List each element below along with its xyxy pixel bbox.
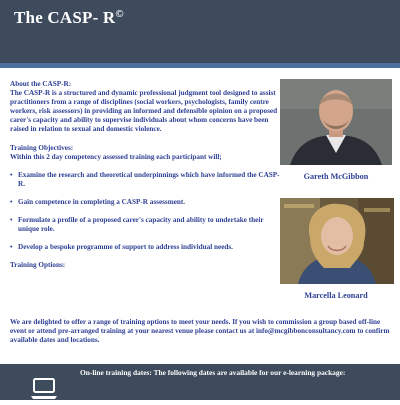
objectives-intro: Within this 2 day competency assessed training each participant will; [10, 152, 222, 161]
list-item: • Develop a bespoke programme of support to address individual needs. [10, 243, 280, 252]
caption-marcella: Marcella Leonard [304, 291, 368, 300]
objectives-heading: Training Objectives: [10, 143, 74, 152]
options-body: We are delighted to offer a range of training options to meet your needs. If you wish to commission a group based off-line event or attend pre-arranged training at your nearest venue please contact us at info@mcgibbonconsultancy.com to confirm available dates and locations. [10, 318, 390, 345]
options-section [10, 318, 392, 345]
main-content [10, 80, 280, 270]
objectives-list [10, 171, 280, 253]
title-text: The CASP- R [14, 8, 116, 27]
list-item: • Examine the research and theoretical underpinnings which have informed the CASP-R. [10, 171, 280, 189]
about-body: The CASP-R is a structured and dynamic professional judgment tool designed to assist practitioners from a range of disciplines (social workers, psychologists, family centre workers, risk assessors) in providing an informed and defensible opinion on a proposed carer's capacity and ability to supervise individuals about whom concerns have been raised in relation to sexual and domestic violence. [10, 89, 278, 134]
footer-text: On-line training dates: The following dates are available for our e-learning package: [80, 368, 346, 377]
document-title [14, 8, 124, 28]
caption-gareth: Gareth McGibbon [303, 172, 369, 181]
about-heading: About the CASP-R: [10, 80, 72, 88]
portrait-photo-marcella [280, 198, 394, 284]
footer-banner [0, 364, 400, 400]
laptop-icon [30, 378, 58, 405]
portrait-photo-gareth [280, 79, 392, 165]
list-item: • Gain competence in completing a CASP-R assessment. [10, 198, 280, 207]
list-item: • Formulate a profile of a proposed carer's capacity and ability to undertake their unique role. [10, 216, 280, 234]
header-stripe [0, 63, 400, 68]
options-heading: Training Options: [10, 261, 66, 270]
header-banner [0, 0, 400, 63]
registered-mark: © [115, 8, 124, 20]
